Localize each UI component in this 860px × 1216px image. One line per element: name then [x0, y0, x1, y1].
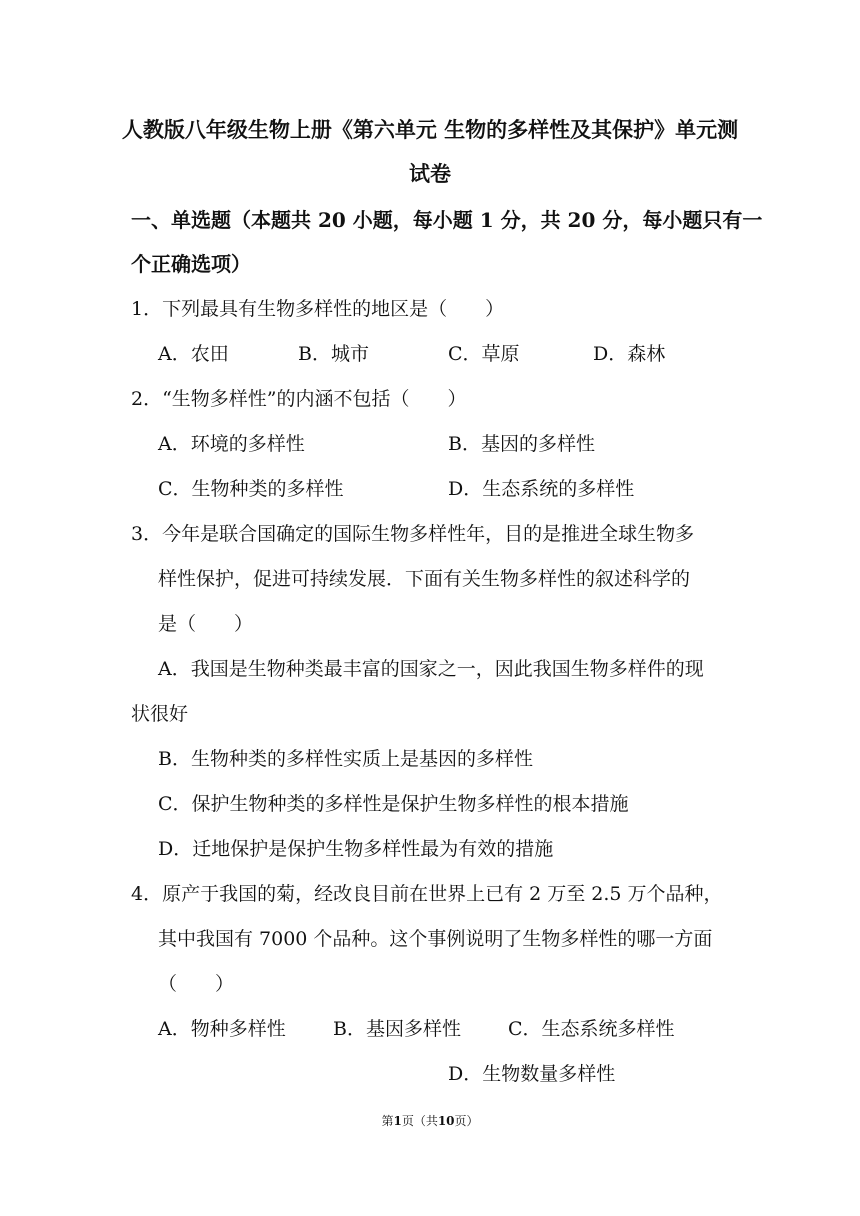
footer-page-number: 1 — [393, 1114, 402, 1128]
question-1-option-d: D．森林 — [593, 343, 666, 365]
question-1-option-a: A．农田 — [158, 343, 229, 365]
question-4-option-b: B．基因多样性 — [333, 1018, 461, 1040]
question-2-option-b: B．基因的多样性 — [448, 433, 595, 455]
footer-suffix: 页） — [454, 1114, 479, 1128]
footer-middle: 页（共 — [401, 1114, 438, 1128]
question-4-stem-line-3: （ ） — [158, 973, 235, 995]
section-heading-line-2: 个正确选项） — [131, 252, 251, 276]
question-3-stem-line-1: 3．今年是联合国确定的国际生物多样性年，目的是推进全球生物多 — [131, 523, 695, 545]
question-1-stem: 1．下列最具有生物多样性的地区是（ ） — [131, 298, 505, 320]
question-4-option-a: A．物种多样性 — [158, 1018, 286, 1040]
question-1-option-c: C．草原 — [448, 343, 520, 365]
footer-total-pages: 10 — [437, 1114, 455, 1128]
question-1-option-b: B．城市 — [298, 343, 369, 365]
question-2-option-d: D．生态系统的多样性 — [448, 478, 635, 500]
question-2-option-a: A．环境的多样性 — [158, 433, 305, 455]
question-4-stem-line-2: 其中我国有 7000 个品种。这个事例说明了生物多样性的哪一方面 — [158, 928, 713, 950]
question-4-stem-line-1: 4．原产于我国的菊，经改良目前在世界上已有 2 万至 2.5 万个品种， — [131, 883, 723, 905]
question-2-option-c: C．生物种类的多样性 — [158, 478, 344, 500]
question-3-stem-line-2: 样性保护，促进可持续发展．下面有关生物多样性的叙述科学的 — [158, 568, 691, 590]
section-heading-line-1: 一、单选题（本题共 20 小题，每小题 1 分，共 20 分，每小题只有一 — [131, 208, 763, 232]
question-3-stem-line-3: 是（ ） — [158, 613, 254, 635]
question-3-option-b: B．生物种类的多样性实质上是基因的多样性 — [158, 748, 533, 770]
question-3-option-d: D．迁地保护是保护生物多样性最为有效的措施 — [158, 838, 554, 860]
question-2-stem: 2．“生物多样性”的内涵不包括（ ） — [131, 388, 467, 410]
footer-prefix: 第 — [381, 1114, 394, 1128]
doc-title-line-2: 试卷 — [409, 161, 451, 186]
doc-title-line-1: 人教版八年级生物上册《第六单元 生物的多样性及其保护》单元测 — [121, 117, 739, 142]
question-4-option-c: C．生态系统多样性 — [508, 1018, 675, 1040]
question-3-option-c: C．保护生物种类的多样性是保护生物多样性的根本措施 — [158, 793, 629, 815]
question-3-option-a-line-1: A．我国是生物种类最丰富的国家之一，因此我国生物多样件的现 — [158, 658, 704, 680]
question-4-option-d: D．生物数量多样性 — [448, 1063, 616, 1085]
page-footer — [0, 1113, 860, 1129]
question-3-option-a-line-2: 状很好 — [131, 703, 189, 725]
